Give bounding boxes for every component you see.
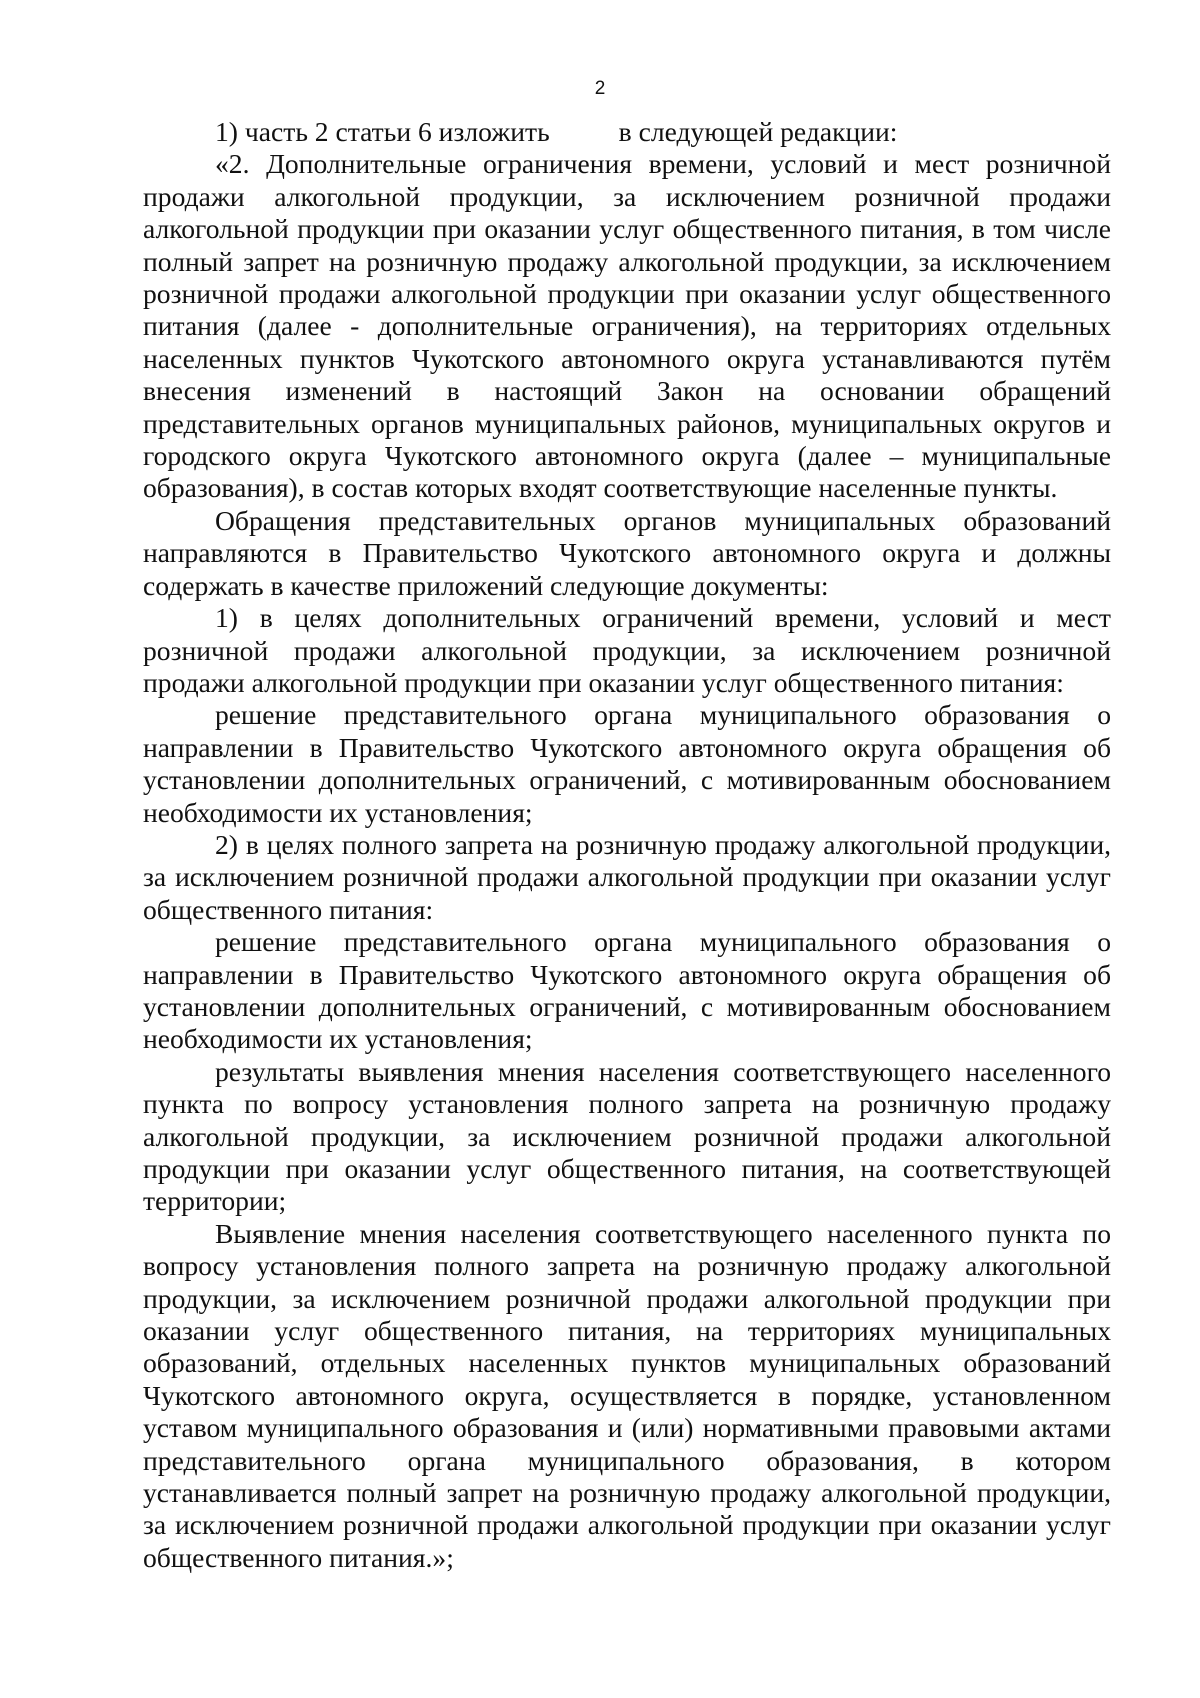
text-line: розничной продажи алкогольной продукции при оказании услуг общественного: [143, 278, 1111, 310]
text-line: продукции, за исключением розничной продажи алкогольной продукции при: [143, 1282, 1111, 1314]
text-line: продукции при оказании услуг общественного питания, на соответствующей: [143, 1153, 1111, 1184]
text-line: направляются в Правительство Чукотского автономного округа и должны: [143, 537, 1111, 569]
paragraph-quoted-part-2: [143, 148, 1111, 504]
text-line: уставом муниципального образования и (или) нормативными правовыми актами: [143, 1412, 1111, 1444]
text-line: 2) в целях полного запрета на розничную продажу алкогольной продукции,: [215, 828, 1111, 860]
page-number: 2: [594, 78, 606, 99]
text-line: оказании услуг общественного питания, на территориях муниципальных: [143, 1315, 1111, 1347]
text-line: питания (далее - дополнительные ограничения), на территориях отдельных: [143, 310, 1111, 342]
text-line: алкогольной продукции, за исключением розничной продажи алкогольной: [143, 1120, 1111, 1152]
text-line: решение представительного органа муниципального образования о: [215, 926, 1111, 958]
paragraph-decision-1: [143, 699, 1111, 829]
text-line: 1) в целях дополнительных ограничений времени, условий и мест: [215, 602, 1111, 634]
text-line: направлении в Правительство Чукотского автономного округа обращения об: [143, 731, 1111, 763]
text-line: продажи алкогольной продукции, за исключением розничной продажи: [143, 180, 1111, 212]
text-line: общественного питания.»;: [143, 1541, 454, 1573]
paragraph-public-opinion: [143, 1218, 1111, 1574]
paragraph-appeals: [143, 505, 1111, 602]
text-line: необходимости их установления;: [143, 796, 533, 828]
text-line: внесения изменений в настоящий Закон на основании обращений: [143, 375, 1111, 407]
text-line: «2. Дополнительные ограничения времени, условий и мест розничной: [215, 148, 1111, 180]
text-line: Обращения представительных органов муниципальных образований: [215, 504, 1111, 536]
text-line: алкогольной продукции при оказании услуг общественного питания, в том числе: [143, 213, 1111, 245]
text-line: результаты выявления мнения населения соответствующего населенного: [215, 1055, 1111, 1087]
paragraph-decision-2: [143, 926, 1111, 1056]
text-line: представительных органов муниципальных районов, муниципальных округов и: [143, 407, 1111, 439]
text-line: Выявление мнения населения соответствующего населенного пункта по: [215, 1217, 1111, 1249]
text-line: продажи алкогольной продукции при оказании услуг общественного питания:: [143, 666, 1064, 698]
document-body: [143, 116, 1111, 1574]
text-line: необходимости их установления;: [143, 1023, 533, 1055]
text-line: территории;: [143, 1185, 287, 1217]
text-line: 1) часть 2 статьи 6 изложить в следующей редакции:: [215, 116, 898, 147]
text-line: устанавливается полный запрет на розничную продажу алкогольной продукции,: [143, 1477, 1111, 1509]
text-line: полный запрет на розничную продажу алкогольной продукции, за исключением: [143, 245, 1111, 277]
text-line: решение представительного органа муниципального образования о: [215, 699, 1111, 731]
paragraph-item-2: [143, 829, 1111, 926]
text-line: образования), в состав которых входят соответствующие населенные пункты.: [143, 472, 1058, 504]
text-line: образований, отдельных населенных пунктов муниципальных образований: [143, 1347, 1111, 1379]
text-line: за исключением розничной продажи алкогольной продукции при оказании услуг: [143, 1509, 1111, 1541]
text-line: вопросу установления полного запрета на розничную продажу алкогольной: [143, 1250, 1111, 1282]
text-line: за исключением розничной продажи алкогольной продукции при оказании услуг: [143, 861, 1111, 893]
text-line: содержать в качестве приложений следующие документы:: [143, 569, 829, 601]
text-line: пункта по вопросу установления полного запрета на розничную продажу: [143, 1088, 1111, 1120]
text-line: Чукотского автономного округа, осуществляется в порядке, установленном: [143, 1379, 1111, 1411]
text-line: представительного органа муниципального образования, в котором: [143, 1444, 1111, 1476]
text-line: городского округа Чукотского автономного округа (далее – муниципальные: [143, 440, 1111, 472]
paragraph-results: [143, 1056, 1111, 1218]
text-line: населенных пунктов Чукотского автономного округа устанавливаются путём: [143, 342, 1111, 374]
text-line: установлении дополнительных ограничений, с мотивированным обоснованием: [143, 764, 1111, 796]
text-line: установлении дополнительных ограничений, с мотивированным обоснованием: [143, 990, 1111, 1022]
text-line: розничной продажи алкогольной продукции, за исключением розничной: [143, 634, 1111, 666]
text-line: направлении в Правительство Чукотского автономного округа обращения об: [143, 958, 1111, 990]
text-line: общественного питания:: [143, 893, 434, 925]
paragraph-item-1: [143, 602, 1111, 699]
paragraph-amendment-intro: [143, 116, 1111, 148]
